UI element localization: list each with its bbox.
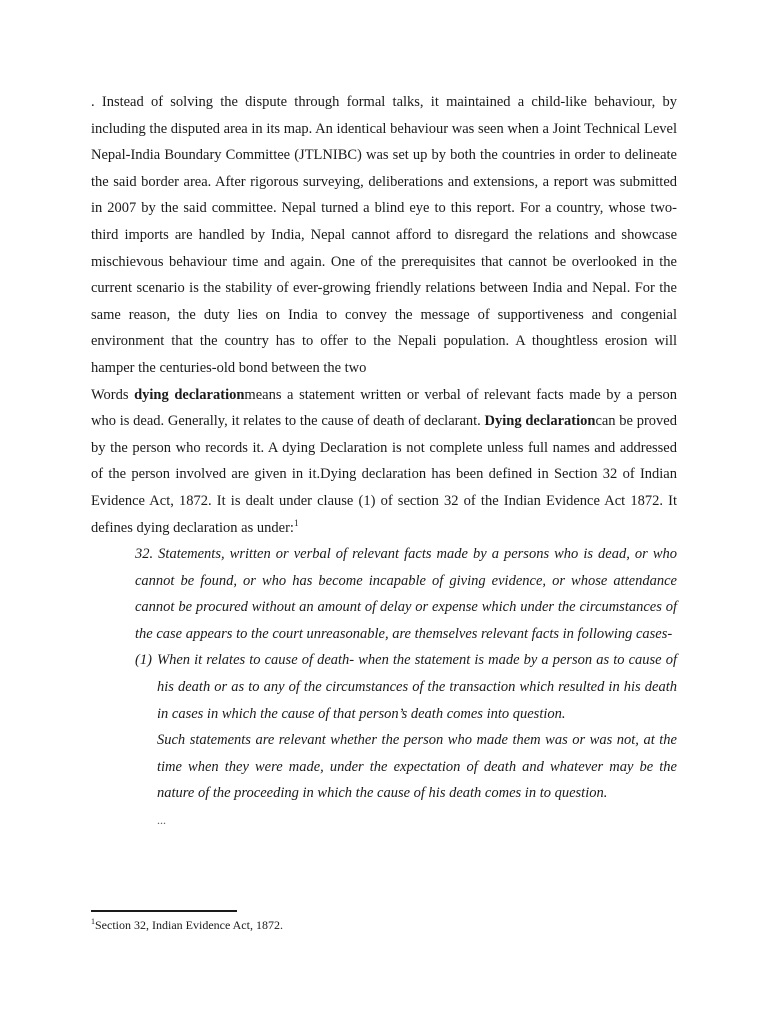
footnote-text: Section 32, Indian Evidence Act, 1872.: [95, 918, 283, 932]
para-text-2: can be proved by the person who records it. A dying Declaration is not complete unless full names and addressed of the person involved are given in it.Dying declaration has been defined in Section 32 of Indian Evidence Act, 1872. It is dealt under clause (1) of section 32 of the Indian Evidence Act 1872. It defines dying declaration as under:: [91, 413, 677, 536]
footnote-marker: 1: [91, 917, 95, 926]
quote-ellipsis: ...: [157, 813, 166, 828]
para-lead: Words: [91, 386, 135, 403]
quote-section-32: 32. Statements, written or verbal of relevant facts made by a persons who is dead, or who cannot be found, or who has become incapable of giving evidence, or whose attendance cannot be procured without an amount of delay or expense which under the circumstances of the case appears to the court unreasonable, are themselves relevant facts in following cases-: [135, 546, 677, 642]
quote-clause-1: [135, 647, 677, 807]
footnote-divider: [91, 910, 237, 912]
footnote-reference[interactable]: 1: [293, 517, 299, 528]
clause-text: When it relates to cause of death- when the statement is made by a person as to cause of his death or as to any of the circumstances of the transaction which resulted in his death in cases in which the cause of that person’s death comes into question.: [157, 652, 677, 722]
paragraph-dying-declaration: [91, 382, 677, 542]
document-body: [91, 89, 677, 834]
term-dying-declaration-2: Dying declaration: [484, 413, 596, 430]
paragraph-nepal-india: . Instead of solving the dispute through formal talks, it maintained a child-like behaviour, by including the disputed area in its map. An identical behaviour was seen when a Joint Technical Level Nepal-India Boundary Committee (JTLNIBC) was set up by both the countries in order to delineate the said border area. After rigorous surveying, deliberations and extensions, a report was submitted in 2007 by the said committee. Nepal turned a blind eye to this report. For a country, whose two-third imports are handled by India, Nepal cannot afford to disregard the relations and showcase mischievous behaviour time and again. One of the prerequisites that cannot be overlooked in the current scenario is the stability of ever-growing friendly relations between India and Nepal. For the same reason, the duty lies on India to convey the message of supportiveness and congenial environment that the country has to offer to the Nepali population. A thoughtless erosion will hamper the centuries-old bond between the two: [91, 94, 677, 376]
clause-number: (1): [135, 652, 152, 669]
term-dying-declaration: dying declaration: [134, 386, 245, 403]
para-text-1: means a statement written or verbal of relevant facts made by a person who is dead. Generally, it relates to the cause of death of declarant.: [91, 386, 678, 430]
clause-text-continued: Such statements are relevant whether the person who made them was or was not, at the time when they were made, under the expectation of death and whatever may be the nature of the proceeding in which the cause of his death comes in to question.: [157, 732, 677, 802]
footnote: [91, 916, 283, 934]
